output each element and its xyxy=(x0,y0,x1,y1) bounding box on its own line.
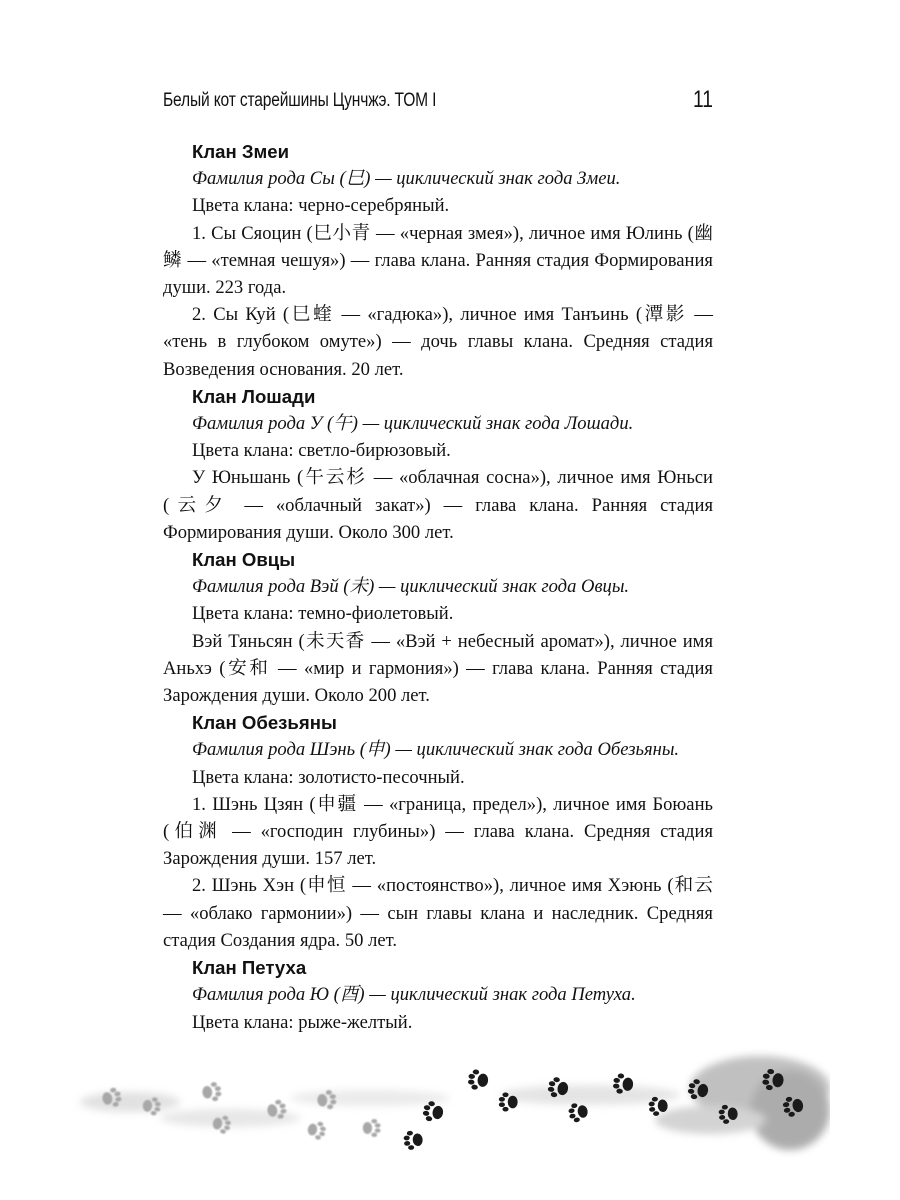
page-number: 11 xyxy=(693,86,713,113)
clan-colors: Цвета клана: золотисто-песочный. xyxy=(192,766,465,788)
clan-snake xyxy=(163,138,713,383)
clan-colors: Цвета клана: светло-бирюзовый. xyxy=(192,440,451,462)
clan-colors: Цвета клана: черно-серебряный. xyxy=(192,195,450,217)
clan-heading: Клан Овцы xyxy=(192,549,296,571)
clan-member: Вэй Тяньсян (未天香 — «Вэй + небесный аромат»), личное имя Аньхэ (安和 — «мир и гармония») — глава клана. Ранняя стадия Зарождения души. Около 200 лет. xyxy=(163,630,713,707)
clan-surname: Фамилия рода Сы (巳) — циклический знак года Змеи. xyxy=(192,168,621,190)
running-title: Белый кот старейшины Цунчжэ. ТОМ I xyxy=(163,90,437,111)
clan-surname: Фамилия рода Шэнь (申) — циклический знак года Обезьяны. xyxy=(192,739,680,761)
clan-monkey xyxy=(163,709,713,954)
clan-surname: Фамилия рода Ю (酉) — циклический знак года Петуха. xyxy=(192,984,636,1006)
page-content xyxy=(163,138,713,1036)
clan-colors: Цвета клана: рыже-желтый. xyxy=(192,1011,413,1033)
clan-heading: Клан Обезьяны xyxy=(192,712,337,734)
clan-member: 2. Сы Куй (巳蝰 — «гадюка»), личное имя Танъинь (潭影 — «тень в глубоком омуте») — дочь главы клана. Средняя стадия Возведения основания. 20 лет. xyxy=(163,304,713,380)
clan-member: У Юньшань (午云杉 — «облачная сосна»), личное имя Юньси (云夕 — «облачный закат») — глава клана. Ранняя стадия Формирования души. Около 300 лет. xyxy=(163,467,713,543)
clan-surname: Фамилия рода У (午) — циклический знак года Лошади. xyxy=(192,413,634,435)
clan-sheep xyxy=(163,546,713,709)
cat-paw-prints-ink-wash-icon xyxy=(70,1040,830,1160)
clan-member: 1. Сы Сяоцин (巳小青 — «черная змея»), личное имя Юлинь (幽鳞 — «темная чешуя») — глава клана. Ранняя стадия Формирования души. 223 года. xyxy=(163,222,713,299)
clan-member: 1. Шэнь Цзян (申疆 — «граница, предел»), личное имя Боюань (伯渊 — «господин глубины») — глава клана. Средняя стадия Зарождения души. 157 лет. xyxy=(163,793,713,870)
clan-rooster xyxy=(163,954,713,1036)
clan-colors: Цвета клана: темно-фиолетовый. xyxy=(192,603,454,625)
running-head xyxy=(163,86,713,120)
clan-surname: Фамилия рода Вэй (未) — циклический знак года Овцы. xyxy=(192,576,630,598)
clan-heading: Клан Змеи xyxy=(192,141,290,162)
clan-member: 2. Шэнь Хэн (申恒 — «постоянство»), личное имя Хэюнь (和云 — «облако гармонии») — сын главы клана и наследник. Средняя стадия Создания ядра. 50 лет. xyxy=(163,875,713,951)
clan-heading: Клан Петуха xyxy=(192,957,307,979)
clan-horse xyxy=(163,383,713,546)
clan-heading: Клан Лошади xyxy=(192,385,316,407)
